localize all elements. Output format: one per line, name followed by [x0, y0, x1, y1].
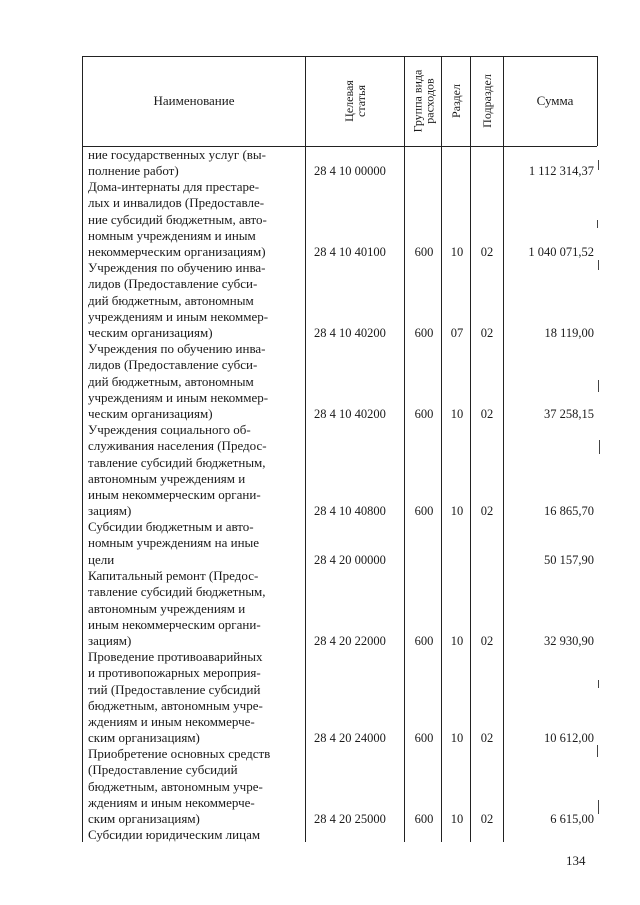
row-sum: 37 258,15	[544, 407, 594, 421]
row-name-line: тий (Предоставление субсидий	[88, 681, 261, 697]
row-sum: 32 930,90	[544, 634, 594, 648]
header-target-article-label	[343, 80, 367, 122]
row-name-line: Учреждения по обучению инва-	[88, 341, 266, 356]
row-target-article: 28 4 20 22000	[314, 634, 386, 648]
scan-mark	[598, 800, 599, 814]
row-name-line: лидов (Предоставление субси-	[88, 357, 258, 373]
row-target-article: 28 4 20 00000	[314, 553, 386, 567]
header-subsection	[471, 56, 503, 146]
row-name-line: зациям)	[88, 633, 132, 649]
row-name-line: тавление субсидий бюджетным,	[88, 584, 266, 600]
row-name-line: ние государственных услуг (вы-	[88, 147, 266, 162]
row-name-line: ческим организациям)	[88, 406, 213, 422]
page-number: 134	[566, 853, 586, 868]
header-sum	[513, 56, 597, 146]
header-target-article	[306, 56, 404, 146]
header-name	[83, 56, 305, 146]
table-row-name	[88, 422, 302, 520]
row-name-line: иным некоммерческим органи-	[88, 616, 261, 632]
row-name-line: служивания населения (Предос-	[88, 438, 267, 454]
row-name-line: Проведение противоаварийных	[88, 649, 263, 664]
column-divider-name	[305, 56, 306, 842]
row-subsection: 02	[480, 812, 494, 826]
row-expense-group: 600	[414, 731, 434, 745]
row-subsection: 02	[480, 504, 494, 518]
row-name-line: номным учреждениям на иные	[88, 535, 260, 551]
row-name-line: бюджетным, автономным учре-	[88, 697, 263, 713]
row-name-line: учреждениям и иным некоммер-	[88, 308, 269, 324]
row-section: 10	[450, 407, 464, 421]
row-section: 10	[450, 245, 464, 259]
row-name-line: лых и инвалидов (Предоставле-	[88, 195, 265, 211]
row-target-article: 28 4 10 00000	[314, 164, 386, 178]
header-expense-group	[405, 56, 441, 146]
row-name-line: учреждениям и иным некоммер-	[88, 389, 269, 405]
row-target-article: 28 4 10 40200	[314, 326, 386, 340]
row-name-line: дий бюджетным, автономным	[88, 292, 254, 308]
column-divider-section	[470, 56, 471, 842]
scan-mark	[598, 260, 599, 270]
row-name-line: Учреждения социального об-	[88, 422, 251, 437]
table-right-border	[597, 56, 598, 146]
row-target-article: 28 4 10 40200	[314, 407, 386, 421]
row-subsection: 02	[480, 731, 494, 745]
row-name-line: автономным учреждениям и	[88, 600, 246, 616]
table-row-name	[88, 827, 302, 843]
row-sum: 6 615,00	[550, 812, 594, 826]
table-left-border	[82, 56, 83, 842]
row-name-line: лидов (Предоставление субси-	[88, 276, 258, 292]
scan-mark	[598, 680, 599, 688]
column-divider-subsection	[503, 56, 504, 842]
scan-mark	[599, 440, 600, 454]
row-name-line: ждениям и иным некоммерче-	[88, 714, 255, 730]
row-name-line: Учреждения по обучению инва-	[88, 260, 266, 275]
table-row-name	[88, 649, 302, 747]
column-divider-group	[441, 56, 442, 842]
row-sum: 1 112 314,37	[528, 164, 594, 178]
row-name-line: (Предоставление субсидий	[88, 762, 238, 778]
row-sum: 50 157,90	[544, 553, 594, 567]
scan-mark	[598, 380, 599, 392]
row-name-line: ждениям и иным некоммерче-	[88, 794, 255, 810]
row-subsection: 02	[480, 245, 494, 259]
header-expense-group-label	[411, 70, 435, 133]
row-name-line: Субсидии юридическим лицам	[88, 827, 261, 842]
row-expense-group: 600	[414, 326, 434, 340]
row-subsection: 02	[480, 407, 494, 421]
row-target-article: 28 4 10 40800	[314, 504, 386, 518]
scan-mark	[597, 220, 598, 228]
row-name-line: Приобретение основных средств	[88, 746, 271, 761]
row-name-line: Капитальный ремонт (Предос-	[88, 568, 259, 583]
header-expense-group-line2: расходов	[422, 78, 436, 124]
table-row-name	[88, 568, 302, 649]
table-row-name	[88, 746, 302, 827]
row-expense-group: 600	[414, 407, 434, 421]
row-name-line: зациям)	[88, 503, 132, 519]
row-name-line: ским организациям)	[88, 811, 200, 827]
row-target-article: 28 4 20 24000	[314, 731, 386, 745]
row-expense-group: 600	[414, 504, 434, 518]
row-section: 10	[450, 812, 464, 826]
header-subsection-label	[481, 74, 493, 128]
row-name-line: иным некоммерческим органи-	[88, 487, 261, 503]
header-section	[442, 56, 470, 146]
row-subsection: 02	[480, 634, 494, 648]
row-name-line: некоммерческим организациям)	[88, 244, 266, 260]
column-divider-article	[404, 56, 405, 842]
scan-mark	[598, 160, 599, 170]
row-section: 07	[450, 326, 464, 340]
row-sum: 1 040 071,52	[528, 245, 594, 259]
row-expense-group: 600	[414, 245, 434, 259]
row-target-article: 28 4 20 25000	[314, 812, 386, 826]
row-name-line: цели	[88, 551, 115, 567]
header-sum-label: Сумма	[536, 93, 574, 108]
row-name-line: ние субсидий бюджетным, авто-	[88, 211, 267, 227]
header-name-label: Наименование	[153, 93, 235, 108]
row-name-line: ческим организациям)	[88, 325, 213, 341]
row-name-line: и противопожарных мероприя-	[88, 665, 261, 681]
row-sum: 16 865,70	[544, 504, 594, 518]
table-row-name	[88, 341, 302, 422]
header-section-text: Раздел	[449, 84, 464, 118]
row-section: 10	[450, 504, 464, 518]
scan-mark	[597, 745, 598, 757]
row-name-line: дий бюджетным, автономным	[88, 373, 254, 389]
header-subsection-text: Подраздел	[480, 74, 495, 128]
row-section: 10	[450, 634, 464, 648]
row-section: 10	[450, 731, 464, 745]
row-sum: 10 612,00	[544, 731, 594, 745]
table-row-name	[88, 179, 302, 260]
row-subsection: 02	[480, 326, 494, 340]
header-target-article-line2: статья	[353, 85, 368, 117]
header-target-article-line1: Целевая	[341, 80, 356, 122]
row-sum: 18 119,00	[544, 326, 594, 340]
header-expense-group-line1: Группа вида	[410, 69, 424, 133]
row-target-article: 28 4 10 40100	[314, 245, 386, 259]
row-name-line: бюджетным, автономным учре-	[88, 778, 263, 794]
table-row-name	[88, 147, 302, 180]
row-name-line: Субсидии бюджетным и авто-	[88, 519, 254, 534]
header-section-label	[450, 84, 462, 118]
table-row-name	[88, 260, 302, 341]
row-name-line: полнение работ)	[88, 163, 179, 179]
row-name-line: номным учреждениям и иным	[88, 227, 256, 243]
row-name-line: тавление субсидий бюджетным,	[88, 454, 266, 470]
row-expense-group: 600	[414, 634, 434, 648]
row-name-line: Дома-интернаты для престаре-	[88, 179, 260, 194]
table-row-name	[88, 519, 302, 568]
row-name-line: автономным учреждениям и	[88, 470, 246, 486]
row-name-line: ским организациям)	[88, 730, 200, 746]
row-expense-group: 600	[414, 812, 434, 826]
